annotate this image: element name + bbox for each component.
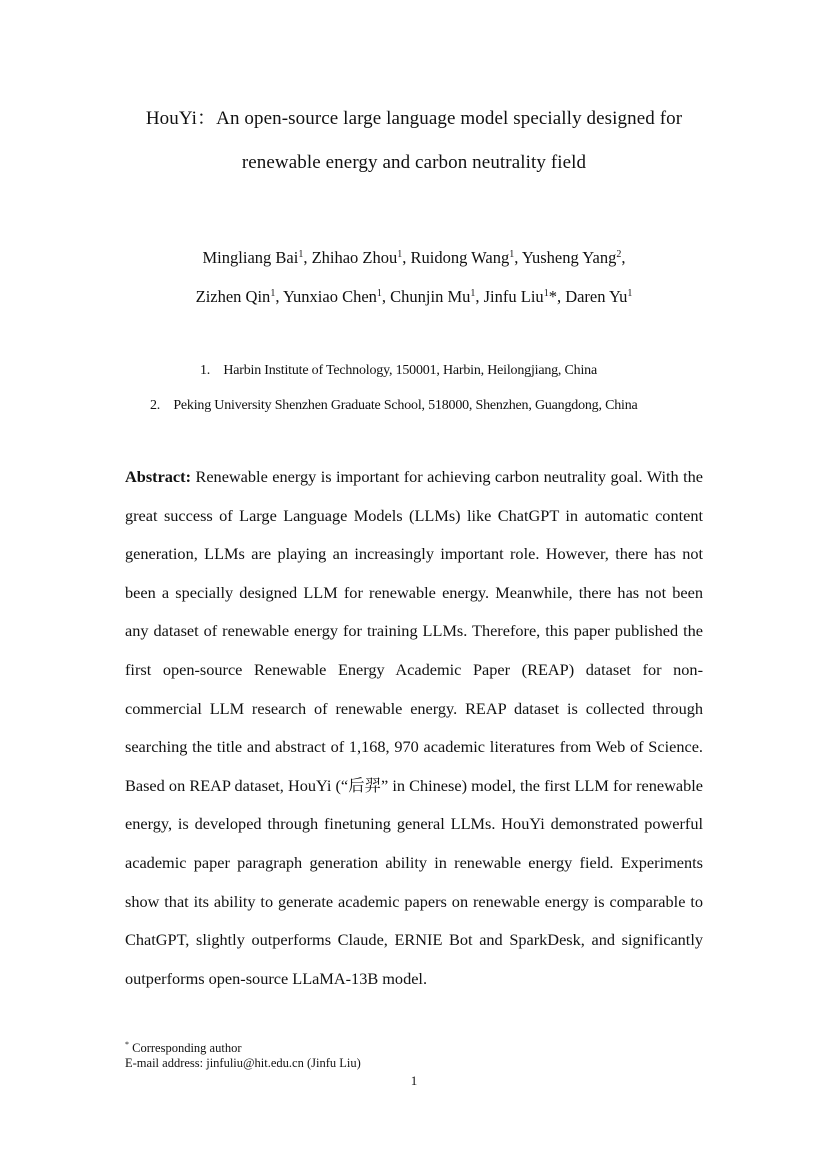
authors-line-1	[0, 248, 828, 268]
page-number: 1	[410, 1073, 418, 1088]
author-name: Yunxiao Chen	[282, 287, 377, 306]
abstract-text: Renewable energy is important for achieving carbon neutrality goal. With the great success of Large Language Models (LLMs) like ChatGPT in automatic content generation, LLMs are playing an increasingly important role. However, there has not been a specially designed LLM for renewable energy. Meanwhile, there has not been any dataset of renewable energy for training LLMs. Therefore, this paper published the first open-source Renewable Energy Academic Paper (REAP) dataset for non-commercial LLM research of renewable energy. REAP dataset is collected through searching the title and abstract of 1,168, 970 academic literatures from Web of Science. Based on REAP dataset, HouYi (“后羿” in Chinese) model, the first LLM for renewable energy, is developed through finetuning general LLMs. HouYi demonstrated powerful academic paper paragraph generation ability in renewable energy field. Experiments show that its ability to generate academic papers on renewable energy is comparable to ChatGPT, slightly outperforms Claude, ERNIE Bot and SparkDesk, and significantly outperforms open-source LLaMA-13B model.	[125, 467, 703, 988]
author-affiliation-mark: 1	[509, 249, 515, 260]
author-affiliation-mark: 1	[397, 249, 403, 260]
author-separator: ,	[514, 248, 522, 267]
author-separator: ,	[303, 248, 312, 267]
affiliation-text: Peking University Shenzhen Graduate School, 518000, Shenzhen, Guangdong, China	[173, 398, 638, 413]
title-line-1: HouYi：An open-source large language model specially designed for	[145, 108, 683, 129]
footnote-marker: *	[125, 1040, 129, 1049]
author-affiliation-mark: 1	[470, 288, 476, 299]
author-separator: ,	[381, 287, 391, 306]
author-affiliation-mark: 1	[627, 288, 633, 299]
author-separator: ,	[402, 248, 411, 267]
abstract-paragraph	[125, 458, 703, 998]
author-name: Zhihao Zhou	[311, 248, 398, 267]
title-line-2: renewable energy and carbon neutrality field	[241, 152, 587, 173]
affiliation-2	[150, 398, 638, 414]
author-name: Chunjin Mu	[390, 287, 471, 306]
author-affiliation-mark: 2	[616, 249, 622, 260]
author-separator: ,	[621, 248, 626, 267]
author-separator: ,	[275, 287, 283, 306]
author-affiliation-mark: 1	[376, 288, 382, 299]
author-separator: *,	[548, 287, 566, 306]
abstract-label: Abstract:	[125, 467, 192, 486]
author-affiliation-mark: 1	[270, 288, 276, 299]
author-name: Zizhen Qin	[195, 287, 271, 306]
author-name: Mingliang Bai	[202, 248, 299, 267]
author-separator: ,	[475, 287, 484, 306]
author-affiliation-mark: 1	[543, 288, 549, 299]
authors-line-2	[0, 287, 828, 307]
author-name: Ruidong Wang	[410, 248, 510, 267]
affiliation-number: 1.	[200, 363, 211, 378]
footnote-corresponding	[125, 1041, 241, 1055]
affiliation-1	[200, 363, 597, 379]
author-affiliation-mark: 1	[298, 249, 304, 260]
footnote-corresponding-text: Corresponding author	[129, 1041, 242, 1055]
affiliation-text: Harbin Institute of Technology, 150001, Harbin, Heilongjiang, China	[223, 363, 597, 378]
author-name: Jinfu Liu	[483, 287, 544, 306]
affiliation-number: 2.	[150, 398, 161, 413]
author-name: Daren Yu	[565, 287, 628, 306]
author-name: Yusheng Yang	[521, 248, 617, 267]
footnote-email: E-mail address: jinfuliu@hit.edu.cn (Jinfu Liu)	[125, 1056, 361, 1070]
